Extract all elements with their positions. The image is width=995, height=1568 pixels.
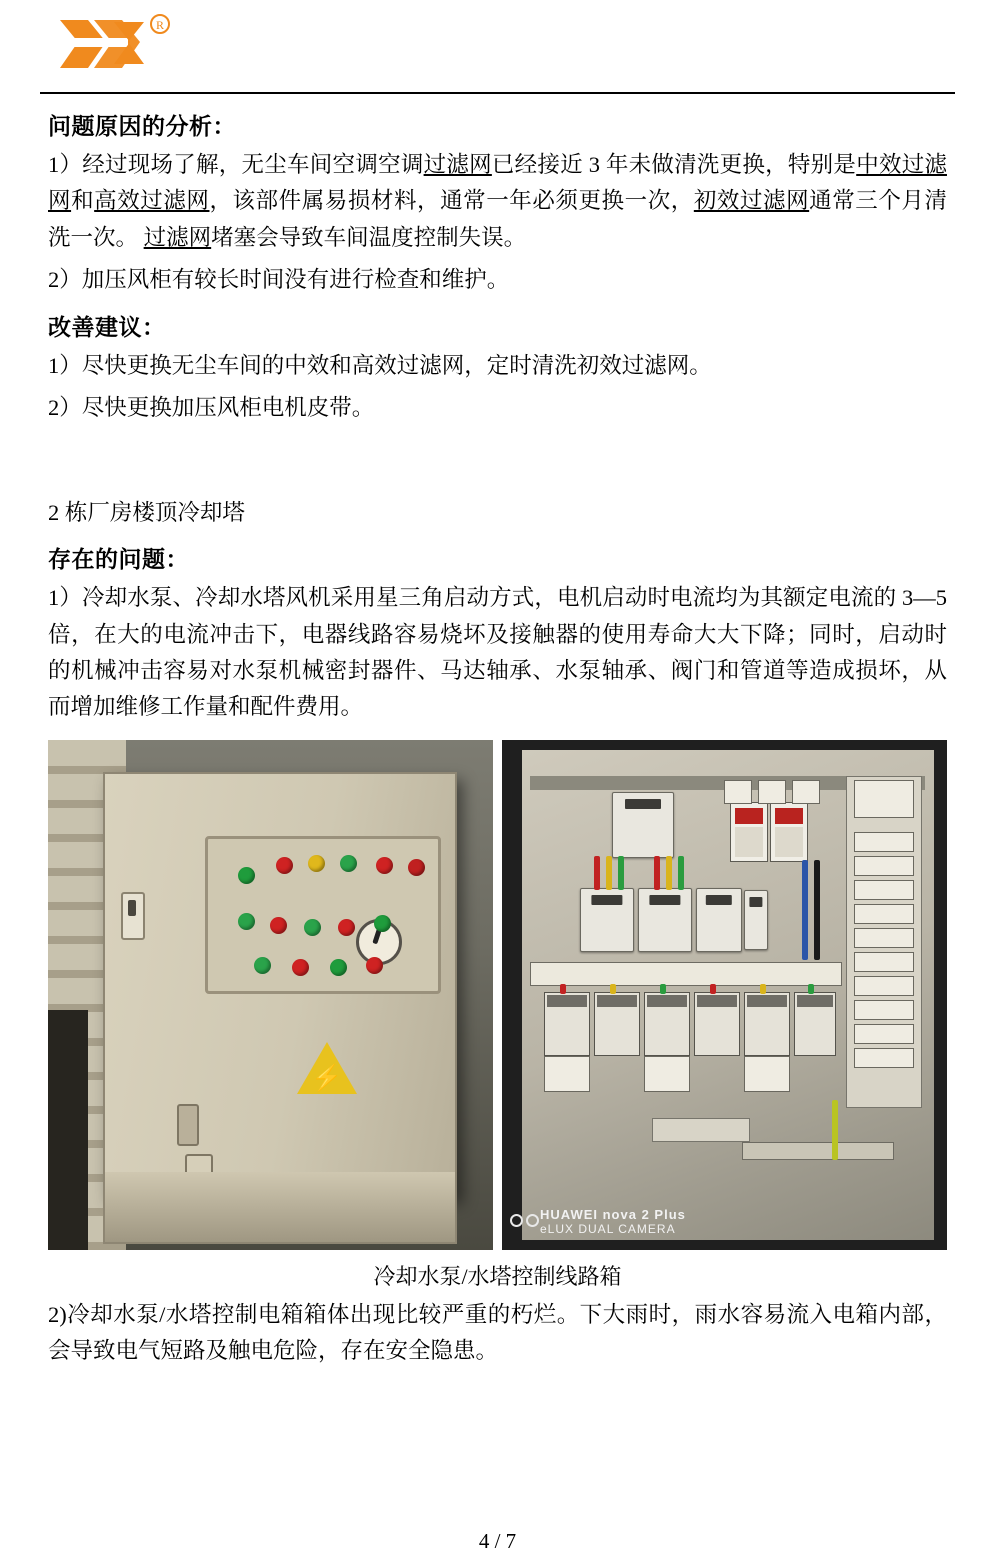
wire-red bbox=[654, 856, 660, 890]
section-heading-suggestion: 改善建议： bbox=[48, 314, 166, 340]
paragraph-cause-1 bbox=[48, 147, 947, 256]
watermark-line-1: HUAWEI nova 2 Plus bbox=[540, 1206, 686, 1222]
document-body-lower bbox=[40, 1297, 955, 1370]
terminal-row bbox=[854, 952, 914, 972]
wire-red bbox=[594, 856, 600, 890]
main-breaker bbox=[612, 792, 674, 858]
wire-red bbox=[710, 984, 716, 994]
wire-green bbox=[660, 984, 666, 994]
paragraph-cause-2: 2）加压风柜有较长时间没有进行检查和维护。 bbox=[48, 267, 510, 293]
cabinet-handle-icon bbox=[177, 1104, 199, 1146]
indicator-lamp-green bbox=[238, 913, 255, 930]
paragraph-suggestion-1: 1）尽快更换无尘车间的中效和高效过滤网，定时清洗初效过滤网。 bbox=[48, 352, 712, 378]
terminal-row bbox=[854, 1048, 914, 1068]
camera-dots-icon bbox=[510, 1214, 542, 1232]
fuse-holder bbox=[854, 780, 914, 818]
wire-yellow bbox=[666, 856, 672, 890]
figure-row bbox=[40, 740, 955, 1250]
paragraph-cause-1-text: 1）经过现场了解，无尘车间空调空调过滤网已经接近 3 年未做清洗更换，特别是中效过滤网和高效过滤网，该部件属易损材料，通常一年必须更换一次，初效过滤网通常三个月清洗一次。 过滤网堵塞会导致车间温度控制失误。 bbox=[48, 152, 947, 250]
indicator-lamp-red bbox=[338, 919, 355, 936]
camera-watermark bbox=[540, 1207, 686, 1236]
wire-red bbox=[560, 984, 566, 994]
star-delta-timer bbox=[770, 802, 808, 862]
header-divider bbox=[40, 92, 955, 94]
terminal-row bbox=[854, 856, 914, 876]
contactor bbox=[744, 992, 790, 1056]
figure-caption: 冷却水泵/水塔控制线路箱 bbox=[373, 1263, 622, 1289]
electrical-panel-photo bbox=[502, 740, 947, 1250]
circuit-breaker bbox=[580, 888, 634, 952]
control-panel bbox=[205, 836, 441, 994]
ground-busbar bbox=[742, 1142, 894, 1160]
indicator-lamp-green bbox=[254, 957, 271, 974]
indicator-lamp-green bbox=[238, 867, 255, 884]
section-heading-problems: 存在的问题： bbox=[48, 547, 189, 573]
paragraph-problem-1: 1）冷却水泵、冷却水塔风机采用星三角启动方式，电机启动时电流均为其额定电流的 3—5 倍，在大的电流冲击下，电器线路容易烧坏及接触器的使用寿命大大下降；同时，启动时的机械冲击容易对水泵机械密封器件、马达轴承、水泵轴承、阀门和管道等造成损坏，从而增加维修工作量和配件费用。 bbox=[48, 585, 947, 720]
indicator-lamp-red bbox=[270, 917, 287, 934]
indicator-lamp-red bbox=[366, 957, 383, 974]
dark-gap bbox=[48, 1010, 88, 1250]
page-header bbox=[40, 0, 955, 98]
circuit-breaker bbox=[638, 888, 692, 952]
terminal-row bbox=[854, 1000, 914, 1020]
indicator-lamp-red bbox=[276, 857, 293, 874]
paragraph-suggestion-2: 2）尽快更换加压风柜电机皮带。 bbox=[48, 395, 375, 421]
cabinet-lower-body bbox=[103, 1172, 457, 1244]
section-heading-cause: 问题原因的分析： bbox=[48, 114, 236, 139]
overload-relay bbox=[644, 1056, 690, 1092]
indicator-lamp-green bbox=[330, 959, 347, 976]
page-number: 4 / 7 bbox=[478, 1529, 517, 1553]
terminal-row bbox=[854, 904, 914, 924]
indicator-lamp-red bbox=[376, 857, 393, 874]
indicator-lamp-red bbox=[408, 859, 425, 876]
section-spacer bbox=[48, 433, 947, 489]
indicator-lamp-green bbox=[374, 915, 391, 932]
document-body bbox=[40, 108, 955, 726]
timer-relay bbox=[724, 780, 752, 804]
wire-blue bbox=[802, 860, 808, 960]
terminal-row bbox=[854, 1024, 914, 1044]
circuit-breaker bbox=[696, 888, 742, 952]
overload-relay bbox=[744, 1056, 790, 1092]
wire-duct bbox=[530, 962, 842, 986]
overload-relay bbox=[544, 1056, 590, 1092]
control-cabinet-photo bbox=[48, 740, 493, 1250]
star-delta-timer bbox=[730, 802, 768, 862]
wire-yellow-green-earth bbox=[832, 1100, 838, 1160]
paragraph-problem-2: 2)冷却水泵/水塔控制电箱箱体出现比较严重的朽烂。下大雨时，雨水容易流入电箱内部，会导致电气短路及触电危险，存在安全隐患。 bbox=[48, 1301, 947, 1364]
indicator-lamp-red bbox=[292, 959, 309, 976]
indicator-lamp-green bbox=[304, 919, 321, 936]
cabinet-body bbox=[103, 772, 457, 1196]
terminal-row bbox=[854, 880, 914, 900]
bottom-terminal-strip bbox=[652, 1118, 750, 1142]
terminal-row bbox=[854, 832, 914, 852]
timer-relay bbox=[792, 780, 820, 804]
contactor bbox=[694, 992, 740, 1056]
contactor bbox=[544, 992, 590, 1056]
subtitle-cooling-tower: 2 栋厂房楼顶冷却塔 bbox=[48, 499, 245, 525]
wire-black bbox=[814, 860, 820, 960]
contactor bbox=[594, 992, 640, 1056]
wire-green bbox=[618, 856, 624, 890]
indicator-lamp-green bbox=[340, 855, 357, 872]
terminal-row bbox=[854, 976, 914, 996]
watermark-line-2: eLUX DUAL CAMERA bbox=[540, 1221, 676, 1236]
contactor bbox=[644, 992, 690, 1056]
contactor bbox=[794, 992, 836, 1056]
company-logo-icon bbox=[48, 8, 198, 84]
wire-green bbox=[678, 856, 684, 890]
hazard-bolt-glyph: ⚡ bbox=[311, 1064, 343, 1092]
timer-relay bbox=[758, 780, 786, 804]
wire-yellow bbox=[610, 984, 616, 994]
circuit-breaker bbox=[744, 890, 768, 950]
svg-text:R: R bbox=[155, 18, 165, 32]
wire-green bbox=[808, 984, 814, 994]
terminal-row bbox=[854, 928, 914, 948]
wire-yellow bbox=[760, 984, 766, 994]
indicator-lamp-yellow bbox=[308, 855, 325, 872]
wire-yellow bbox=[606, 856, 612, 890]
door-switch-icon bbox=[121, 892, 145, 940]
